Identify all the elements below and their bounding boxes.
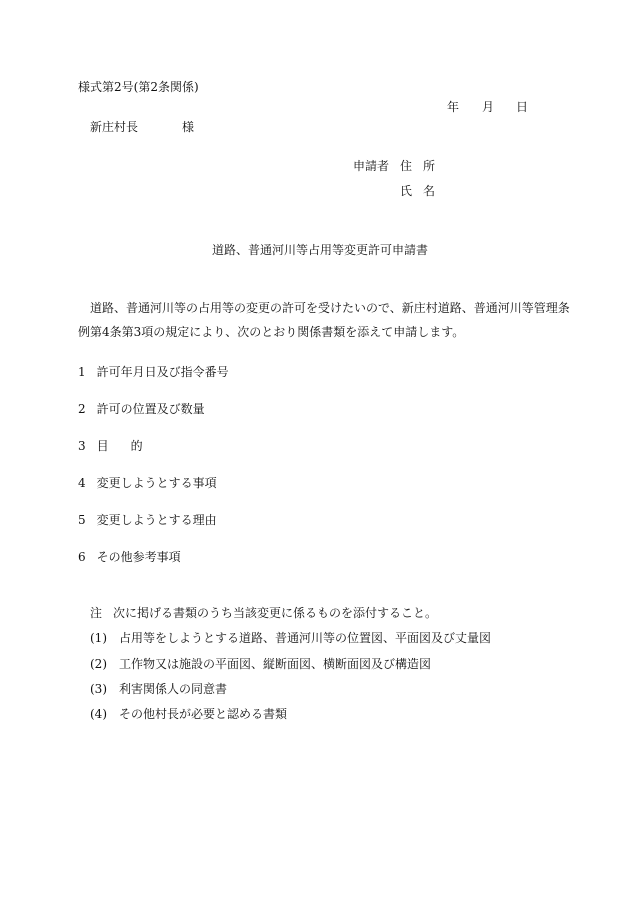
note-item-4	[90, 708, 287, 720]
list-item-number: 6	[78, 550, 86, 564]
note-item-text: 占用等をしようとする道路、普通河川等の位置図、平面図及び丈量図	[119, 631, 492, 645]
note-item-number: (1)	[90, 631, 107, 645]
list-item-2	[78, 403, 205, 415]
list-item-1	[78, 366, 229, 378]
body-line-2: 例第4条第3項の規定により、次のとおり関係書類を添えて申請します。	[78, 325, 465, 339]
addressee-honorific: 様	[182, 120, 195, 134]
list-item-3	[78, 440, 143, 452]
list-item-text: 許可の位置及び数量	[96, 402, 205, 416]
date-month-label: 月	[482, 100, 495, 114]
list-item-number: 2	[78, 402, 86, 416]
list-item-5	[78, 514, 217, 526]
list-item-number: 3	[78, 439, 86, 453]
note-text: 次に掲げる書類のうち当該変更に係るものを添付すること。	[113, 606, 438, 620]
list-item-text: その他参考事項	[96, 550, 181, 564]
list-item-text: 許可年月日及び指令番号	[96, 365, 229, 379]
list-item-text: 変更しようとする事項	[96, 476, 217, 490]
list-item-number: 4	[78, 476, 86, 490]
note-item-text: 利害関係人の同意書	[119, 682, 228, 696]
note-label: 注	[90, 606, 103, 620]
list-item-4	[78, 477, 217, 489]
applicant-name-label-2: 名	[423, 184, 436, 198]
list-item-text: 変更しようとする理由	[96, 513, 217, 527]
applicant-name-label-1: 氏	[400, 184, 413, 198]
body-line-1: 道路、普通河川等の占用等の変更の許可を受けたいので、新庄村道路、普通河川等管理条	[90, 301, 570, 315]
applicant-address-label-2: 所	[423, 159, 436, 173]
date-day-label: 日	[516, 100, 529, 114]
note-item-number: (3)	[90, 682, 107, 696]
list-item-6	[78, 551, 181, 563]
note-item-number: (2)	[90, 657, 107, 671]
addressee-name: 新庄村長	[90, 120, 139, 134]
list-item-text-b: 的	[130, 439, 143, 453]
applicant-address-label-1: 住	[400, 159, 413, 173]
list-item-number: 1	[78, 365, 86, 379]
date-year-label: 年	[447, 100, 460, 114]
note-item-2	[90, 658, 431, 670]
list-item-text-a: 目	[96, 439, 109, 453]
list-item-number: 5	[78, 513, 86, 527]
note-item-number: (4)	[90, 707, 107, 721]
applicant-label: 申請者	[353, 159, 390, 173]
document-title: 道路、普通河川等占用等変更許可申請書	[212, 243, 429, 257]
note-item-text: その他村長が必要と認める書類	[119, 707, 288, 721]
note-item-text: 工作物又は施設の平面図、縦断面図、横断面図及び構造図	[119, 657, 432, 671]
note-item-1	[90, 632, 491, 644]
note-heading	[90, 607, 437, 619]
form-number: 様式第2号(第2条関係)	[78, 80, 199, 94]
note-item-3	[90, 683, 227, 695]
